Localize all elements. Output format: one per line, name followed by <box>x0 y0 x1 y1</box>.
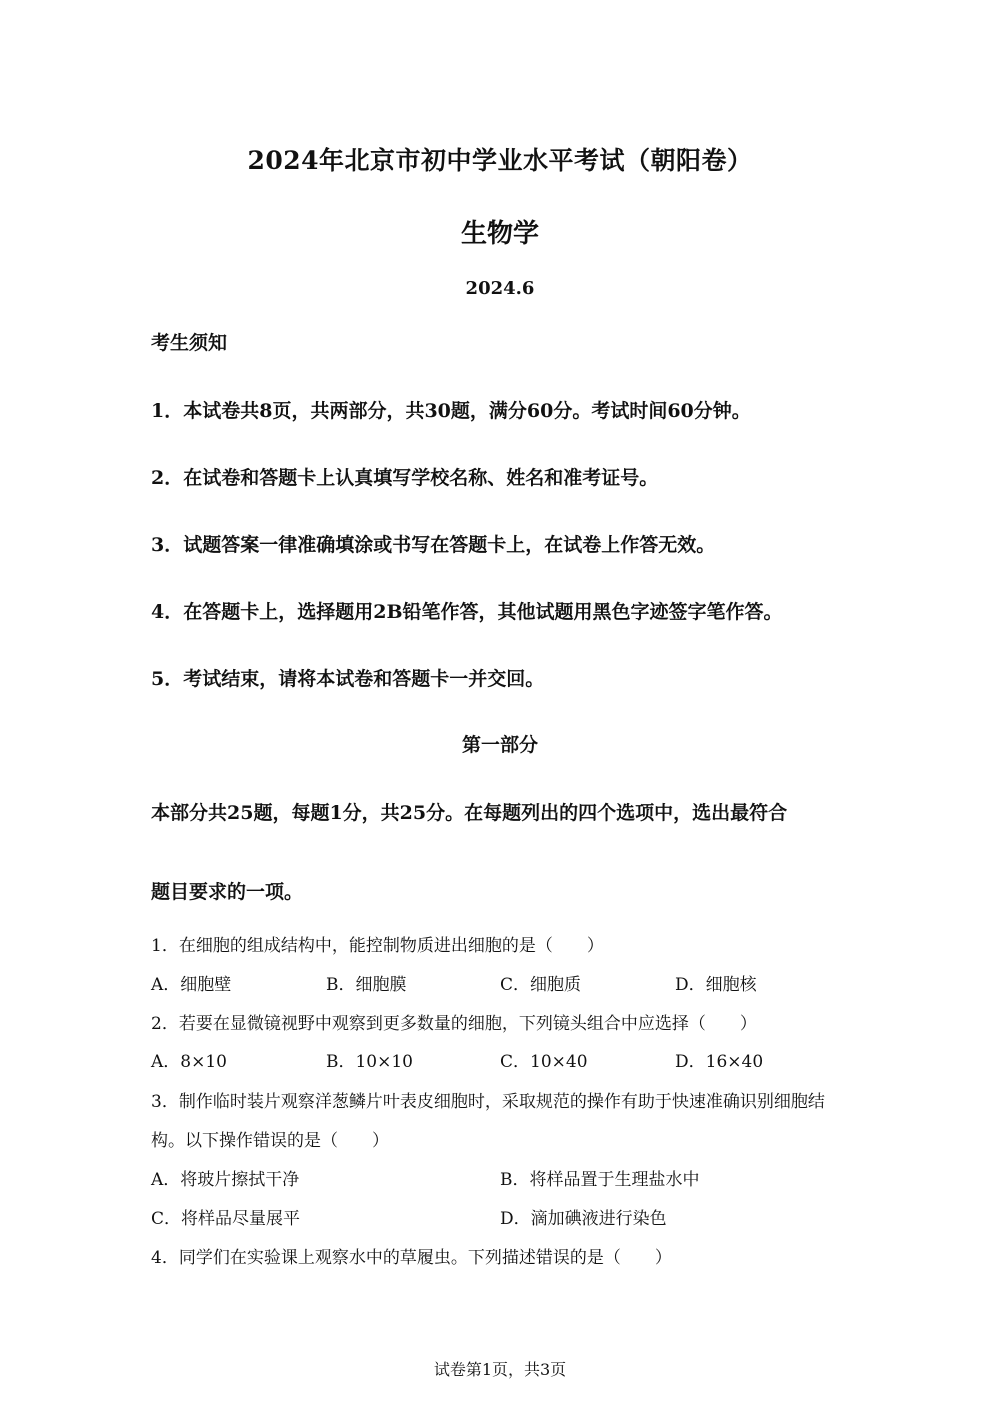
question-3-option-c: C．将样品尽量展平 <box>151 1209 301 1229</box>
notice-item: 1．本试卷共8页，共两部分，共30题，满分60分。考试时间60分钟。 <box>151 400 751 422</box>
notice-item: 4．在答题卡上，选择题用2B铅笔作答，其他试题用黑色字迹签字笔作答。 <box>151 601 783 623</box>
part-title: 第一部分 <box>461 734 538 756</box>
question-2-option-b: B．10×10 <box>326 1052 414 1072</box>
page-footer: 试卷第1页，共3页 <box>433 1360 567 1379</box>
part-intro: 本部分共25题，每题1分，共25分。在每题列出的四个选项中，选出最符合 <box>151 802 788 824</box>
notice-item: 5．考试结束，请将本试卷和答题卡一并交回。 <box>151 668 545 690</box>
question-3-option-a: A．将玻片擦拭干净 <box>151 1170 300 1190</box>
notice-item: 3．试题答案一律准确填涂或书写在答题卡上，在试卷上作答无效。 <box>151 534 716 556</box>
part-intro: 题目要求的一项。 <box>151 881 304 903</box>
question-2-option-d: D．16×40 <box>675 1052 764 1072</box>
question-1-option-c: C．细胞质 <box>500 975 582 995</box>
question-3-option-b: B．将样品置于生理盐水中 <box>500 1170 700 1190</box>
question-3-stem-cont: 构。以下操作错误的是（ ） <box>151 1131 389 1151</box>
notice-item: 2．在试卷和答题卡上认真填写学校名称、姓名和准考证号。 <box>151 467 659 489</box>
exam-title: 2024年北京市初中学业水平考试（朝阳卷） <box>247 146 753 175</box>
question-1-option-b: B．细胞膜 <box>326 975 407 995</box>
question-2-option-a: A．8×10 <box>151 1052 227 1072</box>
question-4-stem: 4．同学们在实验课上观察水中的草履虫。下列描述错误的是（ ） <box>151 1248 672 1268</box>
question-2-option-c: C．10×40 <box>500 1052 588 1072</box>
question-3-option-d: D．滴加碘液进行染色 <box>500 1209 667 1229</box>
subject-title: 生物学 <box>460 219 539 249</box>
question-3-stem: 3．制作临时装片观察洋葱鳞片叶表皮细胞时，采取规范的操作有助于快速准确识别细胞结 <box>151 1092 825 1112</box>
question-1-option-d: D．细胞核 <box>675 975 757 995</box>
notice-heading: 考生须知 <box>151 332 228 354</box>
question-2-stem: 2．若要在显微镜视野中观察到更多数量的细胞，下列镜头组合中应选择（ ） <box>151 1014 757 1034</box>
question-1-stem: 1．在细胞的组成结构中，能控制物质进出细胞的是（ ） <box>151 936 604 956</box>
question-1-option-a: A．细胞壁 <box>151 975 232 995</box>
exam-date: 2024.6 <box>465 278 535 299</box>
